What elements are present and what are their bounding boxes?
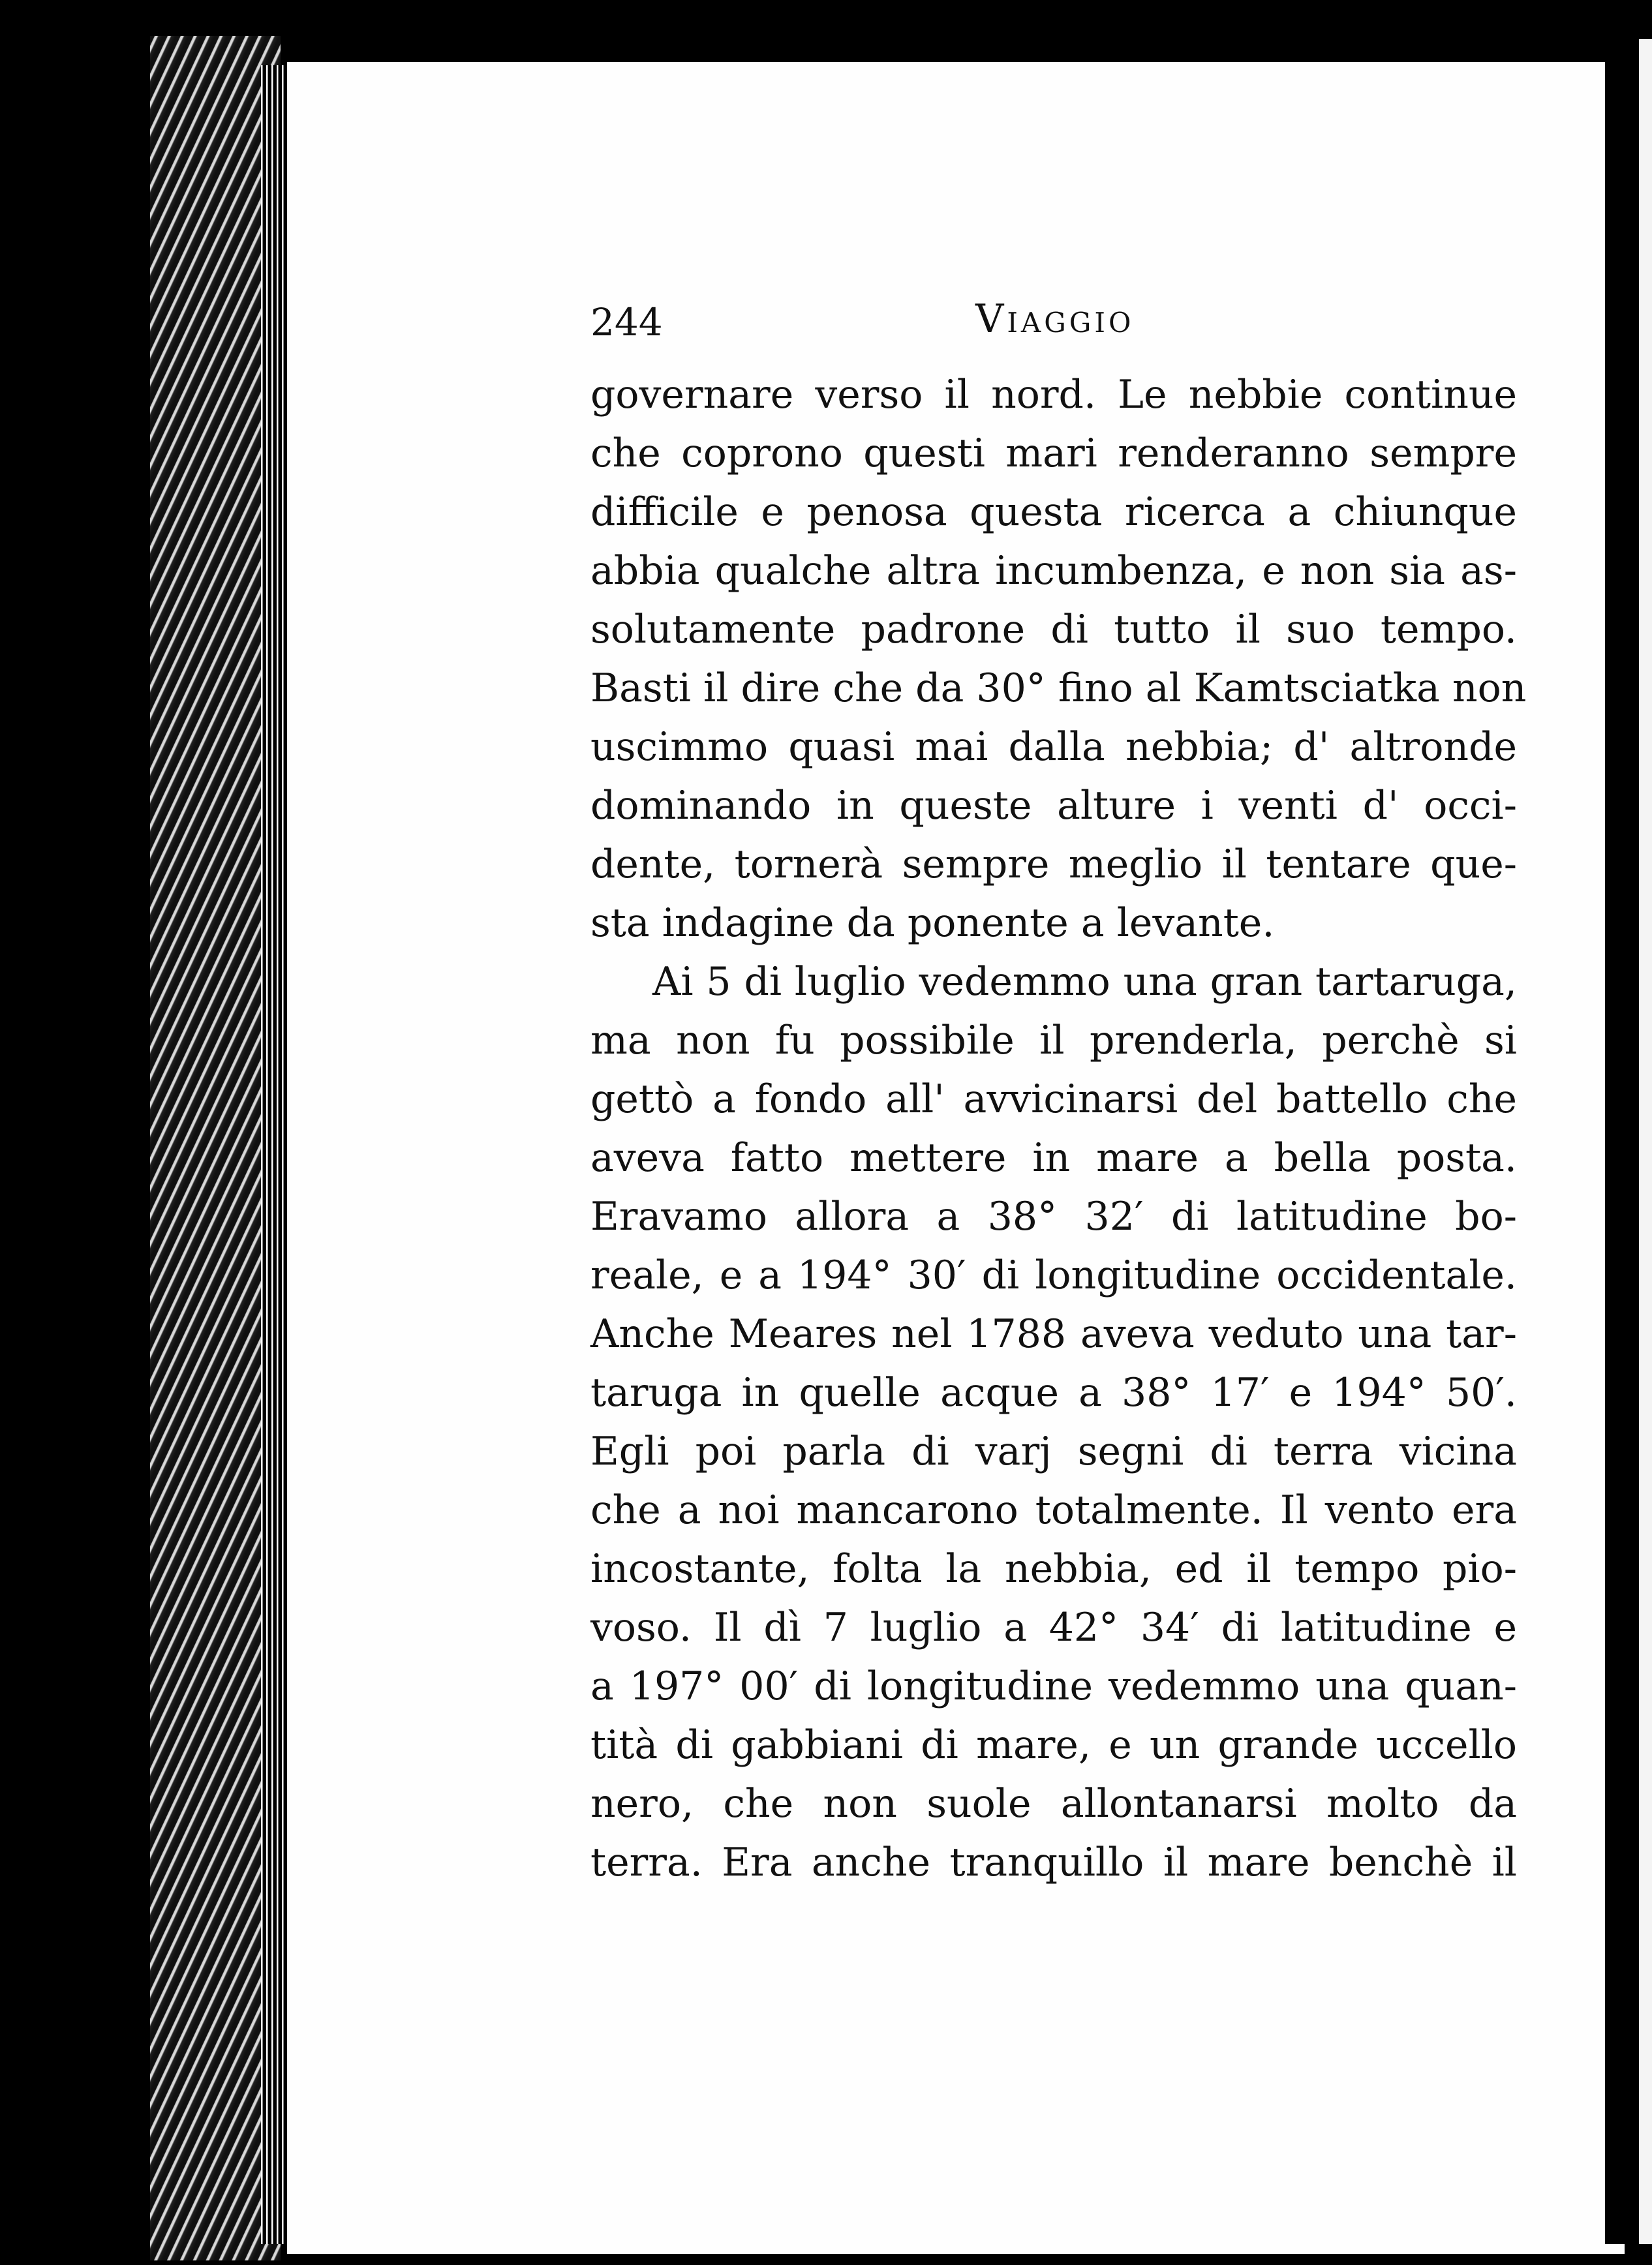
text-line: aveva fatto mettere in mare a bella posta. [590, 1135, 1517, 1181]
text-line: abbia qualche altra incumbenza, e non sia as- [590, 548, 1517, 594]
text-line: nero, che non suole allontanarsi molto da [590, 1781, 1517, 1827]
text-line: Anche Meares nel 1788 aveva veduto una tar- [590, 1311, 1517, 1357]
text-line: difficile e penosa questa ricerca a chiunque [590, 489, 1517, 535]
text-line: tità di gabbiani di mare, e un grande uccello [590, 1722, 1517, 1768]
text-line: voso. Il dì 7 luglio a 42° 34′ di latitudine e [590, 1605, 1517, 1650]
gutter-shadow [1605, 39, 1638, 2244]
text-line: dente, tornerà sempre meglio il tentare que- [590, 842, 1517, 887]
text-line: sta indagine da ponente a levante. [590, 900, 1275, 946]
text-line: reale, e a 194° 30′ di longitudine occidentale. [590, 1253, 1517, 1298]
paragraph-start-line: Ai 5 di luglio vedemmo una gran tartaruga, [652, 959, 1517, 1005]
page-number: 244 [590, 300, 663, 344]
text-line: a 197° 00′ di longitudine vedemmo una quan- [590, 1664, 1517, 1709]
text-line: dominando in queste alture i venti d' occi- [590, 783, 1517, 828]
page-header [590, 287, 1517, 365]
text-line: che a noi mancarono totalmente. Il vento era [590, 1487, 1517, 1533]
text-line: incostante, folta la nebbia, ed il tempo pio- [590, 1546, 1517, 1592]
running-title: Viaggio [975, 296, 1135, 342]
text-line: che coprono questi mari renderanno sempre [590, 431, 1517, 476]
text-line: terra. Era anche tranquillo il mare benchè il [590, 1840, 1517, 1885]
facing-page-sliver [1639, 39, 1652, 2244]
text-line: uscimmo quasi mai dalla nebbia; d' altronde [590, 724, 1517, 770]
text-line: Egli poi parla di varj segni di terra vicina [590, 1429, 1517, 1474]
text-line: taruga in quelle acque a 38° 17′ e 194° 50′. [590, 1370, 1517, 1416]
text-line: Eravamo allora a 38° 32′ di latitudine bo- [590, 1194, 1517, 1239]
text-line: ma non fu possibile il prenderla, perchè si [590, 1018, 1517, 1063]
text-line: Basti il dire che da 30° fino al Kamtsciatka non [590, 665, 1527, 711]
text-line: governare verso il nord. Le nebbie continue [590, 372, 1517, 418]
text-line: gettò a fondo all' avvicinarsi del battello che [590, 1076, 1517, 1122]
page-text-block [590, 287, 1527, 1892]
text-line: solutamente padrone di tutto il suo tempo. [590, 607, 1517, 652]
